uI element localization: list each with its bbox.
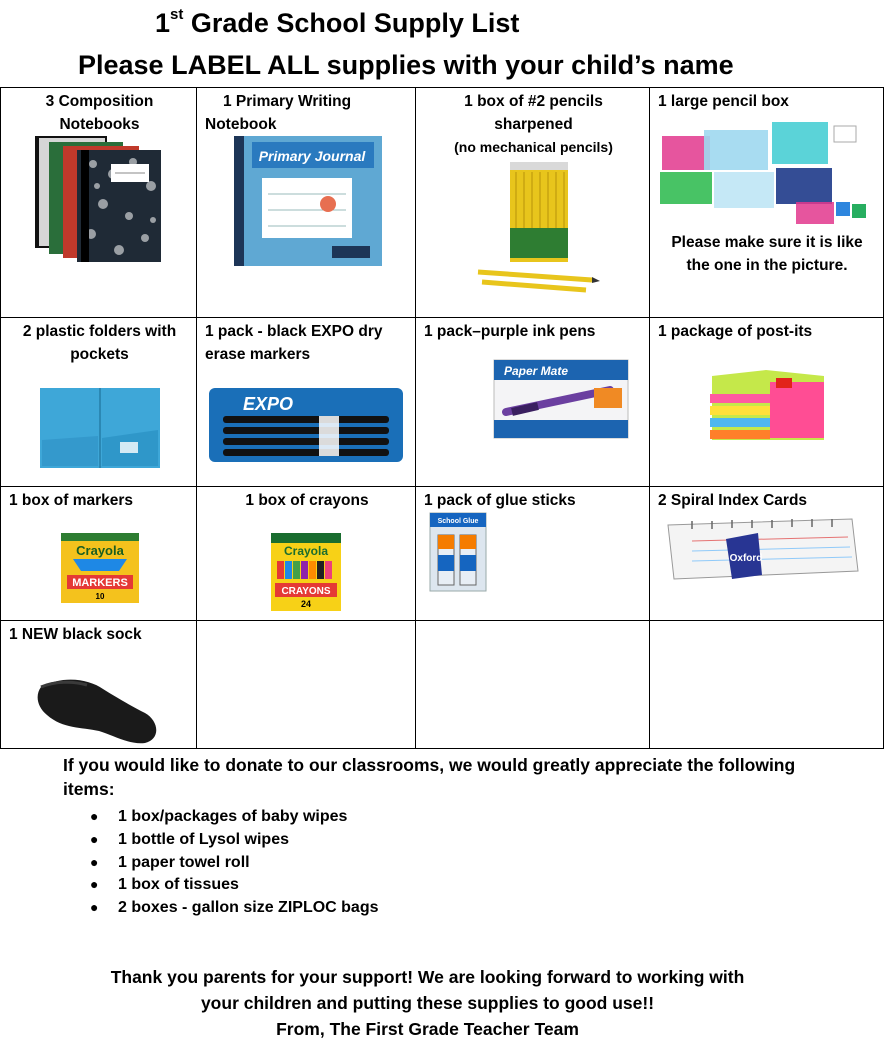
purple-pens-icon [492, 358, 630, 440]
svg-text:Crayola: Crayola [76, 543, 124, 558]
donation-list [90, 805, 379, 919]
supply-label: 1 pack–purple ink pens [424, 323, 596, 340]
svg-text:MARKERS: MARKERS [72, 577, 128, 589]
supply-label: 1 large pencil box [658, 93, 789, 110]
supply-label: 1 package of post-its [658, 323, 813, 340]
supply-cell [416, 88, 650, 318]
closing-line: Thank you parents for your support! We are looking forward to working with [110, 967, 745, 987]
supply-label: 3 Composition Notebooks [45, 93, 154, 133]
closing-line: your children and putting these supplies to good use!! [200, 993, 655, 1013]
svg-text:Oxford: Oxford [729, 553, 763, 564]
pencil-boxes-icon [656, 118, 878, 226]
closing-message [40, 964, 815, 1042]
supply-cell [1, 621, 197, 749]
empty-cell [416, 621, 650, 749]
svg-text:CRAYONS: CRAYONS [281, 586, 331, 597]
folder-icon [38, 386, 162, 470]
signature-line: From, The First Grade Teacher Team [276, 1019, 579, 1039]
supply-cell [416, 318, 650, 487]
supply-cell [1, 487, 197, 621]
markers-box-icon [59, 531, 141, 605]
empty-cell [650, 621, 884, 749]
supply-label: 1 box of crayons [245, 492, 369, 509]
supply-label: 2 Spiral Index Cards [658, 492, 808, 509]
supply-label: 1 NEW black sock [9, 626, 142, 643]
pencils-icon [474, 158, 604, 298]
supply-grid [0, 87, 884, 749]
supply-label: 2 plastic folders with pockets [22, 323, 177, 363]
svg-text:School Glue: School Glue [437, 518, 479, 525]
index-cards-icon [662, 515, 866, 585]
svg-text:EXPO: EXPO [243, 394, 294, 414]
supply-cell [650, 318, 884, 487]
supply-cell [416, 487, 650, 621]
svg-text:Paper Mate: Paper Mate [504, 364, 569, 378]
list-item: ● 1 box of tissues [90, 876, 239, 894]
supply-cell [197, 88, 416, 318]
pencil-box-note: Please make sure it is like the one in the picture. [671, 234, 863, 274]
post-its-icon [706, 368, 828, 444]
supply-cell [650, 88, 884, 318]
svg-text:24: 24 [300, 599, 312, 609]
supply-label: 1 pack of glue sticks [424, 492, 576, 509]
supply-label: 1 box of markers [9, 492, 134, 509]
supply-cell [197, 318, 416, 487]
supply-cell [197, 487, 416, 621]
supply-note: (no mechanical pencils) [454, 139, 613, 155]
donation-intro: If you would like to donate to our classrooms, we would greatly appreciate the following items: [63, 755, 796, 799]
supply-cell [1, 88, 197, 318]
supply-cell [1, 318, 197, 487]
list-item: ● 1 box/packages of baby wipes [90, 808, 348, 825]
svg-text:10: 10 [95, 592, 105, 601]
list-item: ● 2 boxes - gallon size ZIPLOC bags [90, 899, 379, 917]
composition-notebooks-icon [33, 134, 165, 264]
crayons-box-icon [269, 531, 343, 613]
empty-cell [197, 621, 416, 749]
glue-sticks-icon [428, 511, 488, 593]
svg-text:Crayola: Crayola [283, 544, 329, 558]
svg-text:Primary Journal: Primary Journal [258, 148, 366, 164]
page-subtitle: Please LABEL ALL supplies with your child’s name [78, 50, 734, 80]
page-title: 1st Grade School Supply List [155, 6, 520, 38]
supply-label: 1 box of #2 pencils sharpened [464, 93, 603, 133]
supply-cell [650, 487, 884, 621]
list-item: ● 1 bottle of Lysol wipes [90, 830, 289, 848]
black-sock-icon [33, 673, 163, 747]
supply-label: 1 pack - black EXPO dry erase markers [205, 323, 383, 363]
list-item: ● 1 paper towel roll [90, 853, 250, 871]
primary-journal-icon [232, 134, 384, 269]
expo-markers-icon [207, 386, 405, 466]
supply-label: 1 Primary Writing Notebook [205, 93, 352, 133]
